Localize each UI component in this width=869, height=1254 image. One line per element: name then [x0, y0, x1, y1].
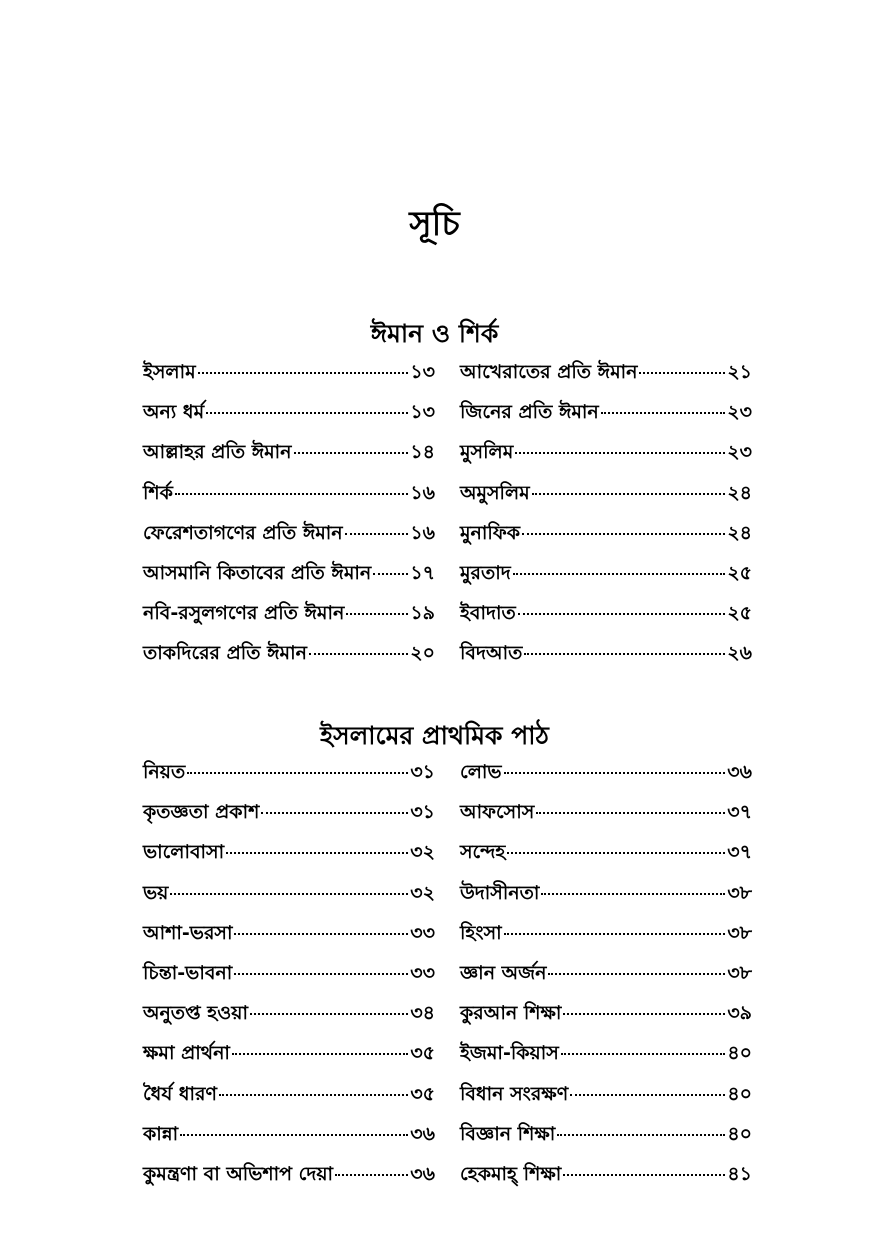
toc-entry-page-number: ৩১: [410, 801, 435, 824]
toc-entry: [143, 398, 435, 438]
toc-entry: [143, 479, 435, 519]
toc-entry-page-number: ৩৪: [410, 1002, 435, 1025]
toc-entry-page-number: ৪০: [727, 1082, 752, 1105]
dot-leader: [170, 893, 408, 895]
toc-entry-label: তাকদিরের প্রতি ঈমান: [143, 642, 307, 665]
toc-entry-label: জ্ঞান অর্জন: [460, 961, 547, 984]
toc-entry: [460, 758, 752, 798]
dot-leader: [187, 772, 408, 774]
toc-entry: [143, 519, 435, 559]
toc-entry-label: উদাসীনতা: [460, 881, 540, 904]
toc-entry-label: বিধান সংরক্ষণ: [460, 1082, 569, 1105]
toc-entry: [460, 838, 752, 878]
toc-entry: [143, 758, 435, 798]
toc-entry-page-number: ২১: [727, 361, 752, 383]
toc-entry-label: হিংসা: [460, 921, 502, 944]
toc-column-right: [460, 358, 752, 680]
toc-entry-label: অনুতপ্ত হওয়া: [143, 1002, 248, 1025]
dot-leader: [175, 493, 408, 495]
toc-entry-label: অন্য ধর্ম: [143, 401, 205, 424]
toc-entry: [460, 999, 752, 1039]
toc-column-left: [143, 758, 435, 1200]
toc-entry-page-number: ৩১: [410, 761, 435, 783]
dot-leader: [234, 973, 408, 975]
toc-entry-page-number: ১৬: [410, 481, 435, 504]
toc-entry-page-number: ১৯: [410, 602, 435, 625]
dot-leader: [563, 1174, 725, 1176]
toc-entry: [460, 398, 752, 438]
toc-entry: [460, 959, 752, 999]
page-title: সূচি: [409, 204, 460, 244]
toc-entry-page-number: ৩২: [410, 841, 435, 864]
toc-entry-page-number: ৩৭: [727, 841, 752, 864]
dot-leader: [532, 493, 726, 495]
toc-entry-page-number: ২৬: [727, 642, 752, 665]
dot-leader: [601, 412, 726, 414]
dot-leader: [513, 573, 726, 575]
dot-leader: [206, 412, 408, 414]
toc-entry-page-number: ৩৫: [410, 1042, 435, 1065]
dot-leader: [522, 533, 725, 535]
toc-entry: [143, 639, 435, 679]
section-title: ইসলামের প্রাথমিক পাঠ: [320, 721, 549, 750]
toc-entry-label: লোভ: [460, 761, 502, 783]
toc-entry: [460, 519, 752, 559]
dot-leader: [639, 372, 725, 374]
toc-entry: [143, 599, 435, 639]
toc-entry-label: নিয়ত: [143, 761, 186, 783]
toc-entry-page-number: ৩৩: [410, 921, 435, 944]
toc-entry-page-number: ৩৬: [410, 1162, 435, 1185]
toc-entry-label: ইবাদাত: [460, 602, 516, 625]
toc-entry-label: হেকমাহ্‌ শিক্ষা: [460, 1162, 562, 1185]
toc-entry: [460, 879, 752, 919]
toc-entry-label: আশা-ভরসা: [143, 921, 233, 944]
dot-leader: [346, 613, 408, 615]
toc-entry-page-number: ৩৬: [727, 761, 752, 783]
toc-entry-page-number: ১৭: [410, 561, 435, 584]
toc-entry: [143, 879, 435, 919]
toc-entry: [143, 838, 435, 878]
dot-leader: [219, 1094, 408, 1096]
toc-entry-page-number: ২৫: [727, 602, 752, 625]
toc-entry: [460, 358, 752, 398]
toc-entry: [460, 559, 752, 599]
toc-entry: [143, 559, 435, 599]
toc-entry-label: কুমন্ত্রণা বা অভিশাপ দেয়া: [143, 1162, 334, 1185]
toc-entry-page-number: ২৩: [727, 401, 752, 424]
section-title: ঈমান ও শির্ক: [370, 319, 499, 348]
dot-leader: [541, 893, 725, 895]
toc-entry: [143, 1080, 435, 1120]
toc-entry-page-number: ৩৫: [410, 1082, 435, 1105]
toc-entry-page-number: ১৩: [410, 361, 435, 383]
toc-entry: [143, 438, 435, 478]
toc-entry-page-number: ১৪: [410, 441, 435, 464]
toc-entry-label: বিজ্ঞান শিক্ষা: [460, 1122, 556, 1145]
toc-entry: [460, 599, 752, 639]
toc-column-left: [143, 358, 435, 680]
toc-entry-label: আসমানি কিতাবের প্রতি ঈমান: [143, 561, 372, 584]
toc-entry-page-number: ১৬: [410, 521, 435, 544]
toc-entry-label: ভালোবাসা: [143, 841, 225, 864]
toc-entry-page-number: ২৪: [727, 521, 752, 544]
toc-entry-label: মুসলিম: [460, 441, 514, 464]
toc-column-right: [460, 758, 752, 1200]
toc-entry-page-number: ১৩: [410, 401, 435, 424]
toc-entry-label: জিনের প্রতি ঈমান: [460, 401, 599, 424]
dot-leader: [309, 653, 408, 655]
toc-entry: [143, 1039, 435, 1079]
toc-entry: [460, 1080, 752, 1120]
toc-entry-page-number: ৩৮: [727, 881, 752, 904]
toc-entry-label: ফেরেশতাগণের প্রতি ঈমান: [143, 521, 343, 544]
dot-leader: [294, 452, 409, 454]
dot-leader: [563, 1013, 725, 1015]
toc-entry-page-number: ৪১: [727, 1162, 752, 1185]
dot-leader: [536, 812, 725, 814]
dot-leader: [518, 613, 726, 615]
dot-leader: [232, 1053, 408, 1055]
dot-leader: [548, 973, 725, 975]
toc-entry-page-number: ২০: [410, 642, 435, 665]
toc-entry-label: ক্ষমা প্রার্থনা: [143, 1042, 230, 1065]
dot-leader: [250, 1013, 408, 1015]
toc-entry-page-number: ৩৭: [727, 801, 752, 824]
toc-entry: [143, 959, 435, 999]
toc-entry-label: ইজমা-কিয়াস: [460, 1042, 559, 1065]
toc-entry: [143, 1120, 435, 1160]
dot-leader: [234, 933, 408, 935]
dot-leader: [335, 1174, 408, 1176]
toc-entry-label: কুরআন শিক্ষা: [460, 1002, 562, 1025]
toc-entry: [460, 919, 752, 959]
toc-entry-label: আল্লাহর প্রতি ঈমান: [143, 441, 292, 464]
dot-leader: [504, 772, 726, 774]
dot-leader: [570, 1094, 725, 1096]
dot-leader: [373, 573, 408, 575]
dot-leader: [561, 1053, 726, 1055]
toc-entry-page-number: ৪০: [727, 1042, 752, 1065]
dot-leader: [515, 452, 725, 454]
toc-entry-page-number: ৩৮: [727, 921, 752, 944]
dot-leader: [504, 933, 726, 935]
toc-entry-label: সন্দেহ: [460, 841, 506, 864]
dot-leader: [226, 852, 408, 854]
toc-entry-page-number: ৩৩: [410, 961, 435, 984]
toc-entry-label: কৃতজ্ঞতা প্রকাশ: [143, 801, 260, 824]
dot-leader: [557, 1134, 725, 1136]
toc-entry-page-number: ৩৬: [410, 1122, 435, 1145]
dot-leader: [180, 1134, 408, 1136]
dot-leader: [524, 653, 725, 655]
toc-entry: [143, 999, 435, 1039]
toc-entry: [460, 639, 752, 679]
toc-entry-page-number: ৩৯: [727, 1002, 752, 1025]
toc-entry: [460, 1039, 752, 1079]
toc-entry-page-number: ২৪: [727, 481, 752, 504]
dot-leader: [261, 812, 408, 814]
toc-entry: [143, 358, 435, 398]
toc-entry-label: কান্না: [143, 1122, 179, 1145]
toc-entry-label: নবি-রসুলগণের প্রতি ঈমান: [143, 602, 345, 625]
toc-entry-label: মুরতাদ: [460, 561, 511, 584]
toc-entry-label: ভয়: [143, 881, 169, 904]
toc-entry: [460, 479, 752, 519]
toc-entry: [460, 1160, 752, 1200]
dot-leader: [198, 372, 409, 374]
toc-entry-page-number: ৪০: [727, 1122, 752, 1145]
toc-entry-label: শির্ক: [143, 481, 173, 504]
toc-entry: [460, 1120, 752, 1160]
toc-entry-page-number: ২৩: [727, 441, 752, 464]
toc-entry: [143, 919, 435, 959]
toc-entry: [143, 798, 435, 838]
toc-entry: [460, 798, 752, 838]
toc-entry: [143, 1160, 435, 1200]
toc-entry-page-number: ৩৮: [727, 961, 752, 984]
toc-entry-page-number: ৩২: [410, 881, 435, 904]
toc-entry-label: ধৈর্য ধারণ: [143, 1082, 217, 1105]
toc-entry-label: অমুসলিম: [460, 481, 530, 504]
toc-entry-label: বিদআত: [460, 642, 523, 665]
toc-entry-label: ইসলাম: [143, 361, 196, 383]
dot-leader: [345, 533, 409, 535]
toc-entry-label: আফসোস: [460, 801, 535, 824]
toc-entry-label: মুনাফিক: [460, 521, 521, 544]
toc-entry: [460, 438, 752, 478]
toc-entry-label: চিন্তা-ভাবনা: [143, 961, 233, 984]
dot-leader: [507, 852, 725, 854]
toc-entry-page-number: ২৫: [727, 561, 752, 584]
toc-entry-label: আখেরাতের প্রতি ঈমান: [460, 361, 638, 383]
